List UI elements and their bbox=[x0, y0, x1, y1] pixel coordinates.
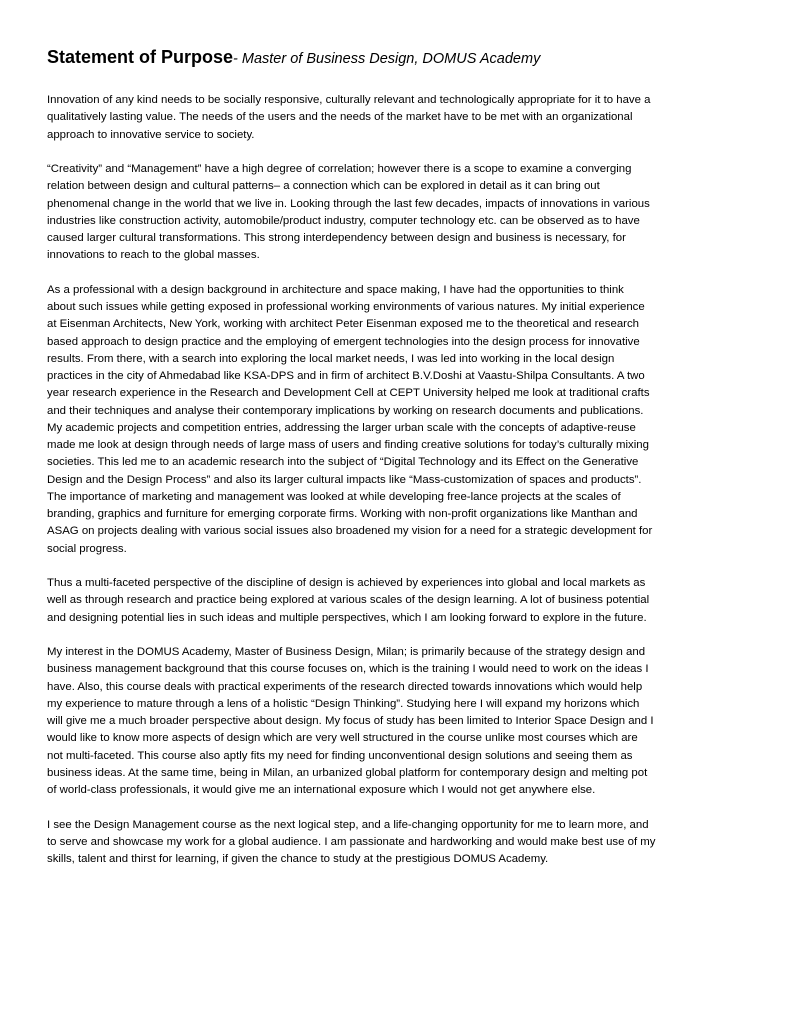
document-body bbox=[47, 92, 747, 886]
paragraph-creativity-management: “Creativity” and “Management” have a high degree of correlation; however there is a scope to examine a converging relation between design and cultural patterns– a connection which can be explored in detail as it can bring out phenomenal change in the world that we live in. Looking through the last few decades, impacts of innovations in various industries like construction activity, automobile/product industry, computer technology etc. can be observed as to have caused larger cultural transformations. This strong interdependency between design and business is necessary, for innovations to reach to the global masses. bbox=[47, 163, 650, 262]
paragraph-domus-interest: My interest in the DOMUS Academy, Master of Business Design, Milan; is primarily because of the strategy design and business management background that this course focuses on, which is the training I would need to work on the ideas I have. Also, this course deals with practical experiments of the research directed towards innovations which would help my experience to mature through a lens of a holistic “Design Thinking”. Studying here I will expand my horizons which will give me a much broader perspective about design. My focus of study has been limited to Interior Space Design and I would like to know more aspects of design which are very well structured in the course unlike most courses which are not multi-faceted. This course also aptly fits my need for finding unconventional design solutions and seeing them as business ideas. At the same time, being in Milan, an urbanized global platform for contemporary design and melting pot of world-class professionals, it would give me an international exposure which I would not get anywhere else. bbox=[47, 646, 654, 796]
paragraph-professional-experience: As a professional with a design background in architecture and space making, I have had the opportunities to think about such issues while getting exposed in professional working environments of various natures. My initial experience at Eisenman Architects, New York, working with architect Peter Eisenman exposed me to the theoretical and research based approach to design practice and the employing of emergent technologies into the design process for innovative results. From there, with a search into exploring the local market needs, I was led into working in the local design practices in the city of Ahmedabad like KSA-DPS and in firm of architect B.V.Doshi at Vaastu-Shilpa Consultants. A two year research experience in the Research and Development Cell at CEPT University helped me look at traditional crafts and their techniques and analyse their contemporary implications by working on research documents and publications. My academic projects and competition entries, addressing the larger urban scale with the concepts of adaptive-reuse made me look at design through needs of large mass of users and finding creative solutions for today’s culturally mixing societies. This led me to an academic research into the subject of “Digital Technology and its Effect on the Generative Design and the Design Process” and also its larger cultural impacts like “Mass-customization of spaces and products”. The importance of marketing and management was looked at while developing free-lance projects at the scales of branding, graphics and furniture for emerging corporate firms. Working with non-profit organizations like Manthan and ASAG on projects dealing with various social issues also broadened my vision for a need for a strategic development for social progress. bbox=[47, 283, 653, 555]
title-subtitle: - Master of Business Design, DOMUS Academy bbox=[233, 51, 541, 67]
document-title bbox=[47, 47, 767, 68]
paragraph-intro: Innovation of any kind needs to be socially responsive, culturally relevant and technologically appropriate for it to have a qualitatively lasting value. The needs of the users and the needs of the market have to be met with an organizational approach to innovative service to society. bbox=[47, 94, 651, 141]
paragraph-multi-faceted-perspective: Thus a multi-faceted perspective of the discipline of design is achieved by experiences into global and local markets as well as through research and practice being explored at various scales of the design learning. A lot of business potential and designing potential lies in such ideas and multiple perspectives, which I am looking forward to explore in the future. bbox=[47, 577, 650, 624]
title-main: Statement of Purpose bbox=[47, 47, 234, 67]
paragraph-conclusion: I see the Design Management course as the next logical step, and a life-changing opportunity for me to learn more, and to serve and showcase my work for a global audience. I am passionate and hardworking and would make best use of my skills, talent and thirst for learning, if given the chance to study at the prestigious DOMUS Academy. bbox=[47, 818, 656, 865]
